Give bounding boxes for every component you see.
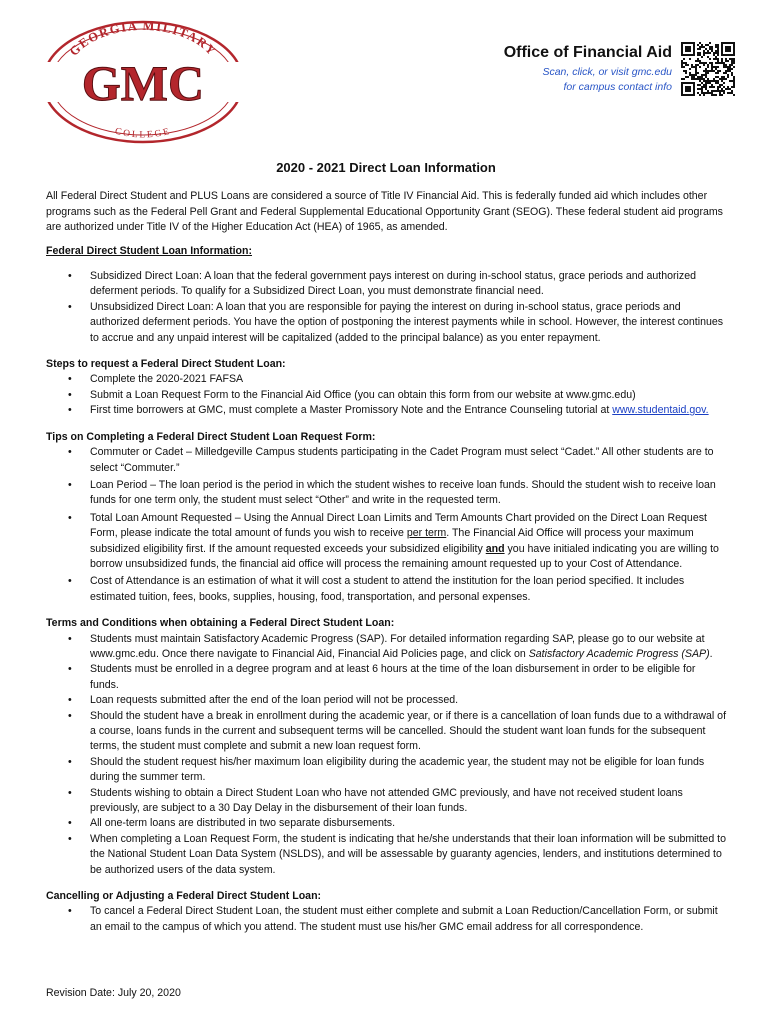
list-item: • Should the student request his/her maximum loan eligibility during the academic year, the student may not be eligible for loan funds during the summer term.	[46, 755, 726, 786]
list-item: • Should the student have a break in enrollment during the academic year, or if there is a cancellation of loan funds due to a withdrawal of a course, loans funds in the current and subsequent terms will be cancelled. Should the student want loan funds for the subsequent terms, the student must complete and submit a new loan request form.	[46, 709, 726, 755]
list-item-text: . The Financial Aid Office will process your maximum subsidized eligibility first. If the amount requested exceeds your subsidized eligibility	[90, 527, 694, 555]
list-item-text: First time borrowers at GMC, must complete a Master Promissory Note and the Entrance Counseling tutorial at	[90, 404, 613, 417]
list-item: • To cancel a Federal Direct Student Loan, the student must either complete and submit a Loan Reduction/Cancellation Form, or submit an email to the campus of which you attend. The student must use his/her GMC email address for all correspondence.	[46, 904, 726, 935]
section-heading-tips: Tips on Completing a Federal Direct Student Loan Request Form:	[46, 430, 376, 443]
list-item: • Submit a Loan Request Form to the Financial Aid Office (you can obtain this form from our website at www.gmc.edu)	[46, 388, 726, 403]
list-item	[46, 403, 726, 418]
intro-paragraph: All Federal Direct Student and PLUS Loans are considered a source of Title IV Financial Aid. This is federally funded aid which includes other programs such as the Federal Pell Grant and Federal Supplemental Educational Opportunity Grant (SEOG). These federal student aid programs are authorized under Title IV of the Higher Education Act (HEA) of 1965, as amended.	[46, 190, 723, 234]
document-title: 2020 - 2021 Direct Loan Information	[276, 160, 496, 175]
logo-initials: GMC	[81, 55, 205, 111]
section-heading-cancel: Cancelling or Adjusting a Federal Direct Student Loan:	[46, 890, 322, 903]
list-item: • Commuter or Cadet – Milledgeville Campus students participating in the Cadet Program must select “Cadet.” All other students are to select “Commuter.”	[46, 445, 726, 476]
office-contact-block	[504, 44, 672, 95]
tips-list	[46, 445, 726, 605]
list-item: • Complete the 2020-2021 FAFSA	[46, 372, 726, 387]
loan-info-list	[46, 269, 726, 346]
list-item: • When completing a Loan Request Form, the student is indicating that he/she understands that their loan information will be submitted to the National Student Loan Data System (NSLDS), and will be assessable by guaranty agencies, lenders, and institutions determined to be authorized users of the data system.	[46, 832, 726, 878]
list-item	[46, 511, 726, 573]
list-item-text: Students must maintain Satisfactory Academic Progress (SAP). For detailed information regarding SAP, please go to our website at www.gmc.edu. Once there navigate to Financial Aid, Financial Aid Policies page, and click on	[90, 632, 705, 660]
document-body	[46, 160, 726, 944]
logo-arc-bottom: COLLEGE	[113, 126, 173, 141]
office-title: Office of Financial Aid	[503, 44, 672, 61]
office-contact-line-1[interactable]: Scan, click, or visit gmc.edu	[542, 66, 672, 78]
section-heading-loan-info: Federal Direct Student Loan Information:	[46, 244, 253, 257]
studentaid-link[interactable]: www.studentaid.gov.	[612, 404, 709, 417]
office-contact-line-2: for campus contact info	[563, 81, 672, 93]
emphasis-text: and	[485, 542, 505, 555]
cancel-list	[46, 904, 726, 935]
logo-arc-top: GEORGIA MILITARY	[66, 18, 220, 59]
list-item	[46, 632, 726, 663]
list-item: • Loan Period – The loan period is the period in which the student wishes to receive loan funds. Should the student wish to receive loan funds for one term only, the student must select “Other” and write in the requested term.	[46, 478, 726, 509]
list-item: • Students must be enrolled in a degree program and at least 6 hours at the time of the loan disbursement in order to be eligible for funds.	[46, 662, 726, 693]
section-heading-terms: Terms and Conditions when obtaining a Federal Direct Student Loan:	[46, 617, 395, 630]
gmc-logo	[38, 18, 248, 146]
section-heading-steps: Steps to request a Federal Direct Student Loan:	[46, 358, 286, 371]
list-item: • All one-term loans are distributed in two separate disbursements.	[46, 816, 726, 831]
list-item-text: Total Loan Amount Requested – Using the Annual Direct Loan Limits and Term Amounts Chart provided on the Direct Loan Request Form, please indicate the total amount of funds you wish to receive	[90, 511, 707, 540]
list-item: • Subsidized Direct Loan: A loan that the federal government pays interest on during in-school status, grace periods and authorized deferment periods. To qualify for a Subsidized Direct Loan, you must demonstrate financial need.	[46, 269, 726, 300]
list-item: • Students wishing to obtain a Direct Student Loan who have not attended GMC previously, and have not received student loans previously, are subject to a 30 Day Delay in the disbursement of their loan funds.	[46, 786, 726, 817]
italic-text: Satisfactory Academic Progress (SAP)	[528, 647, 710, 660]
list-item: • Cost of Attendance is an estimation of what it will cost a student to attend the institution for the loan period specified. It includes estimated tuition, fees, books, supplies, housing, food, transportation, and personal expenses.	[46, 574, 726, 605]
qr-code-icon[interactable]	[681, 42, 735, 96]
underlined-text: per term	[406, 527, 447, 540]
list-item-text: .	[709, 647, 713, 660]
list-item-text: you have initialed indicating you are willing to borrow unsubsidized funds, the financial aid office will process the remaining amount requested up to your Cost of Attendance.	[90, 542, 719, 570]
revision-date: Revision Date: July 20, 2020	[46, 987, 181, 999]
steps-list	[46, 372, 726, 418]
list-item: • Unsubsidized Direct Loan: A loan that you are responsible for paying the interest on during in-school status, grace periods and authorized deferment periods. You have the option of postponing the interest payments while in school. However, the interest continues to accrue and any unpaid interest will be capitalized (added to the principal balance) as you enter repayment.	[46, 300, 726, 346]
terms-list	[46, 632, 726, 879]
list-item: • Loan requests submitted after the end of the loan period will not be processed.	[46, 693, 726, 708]
